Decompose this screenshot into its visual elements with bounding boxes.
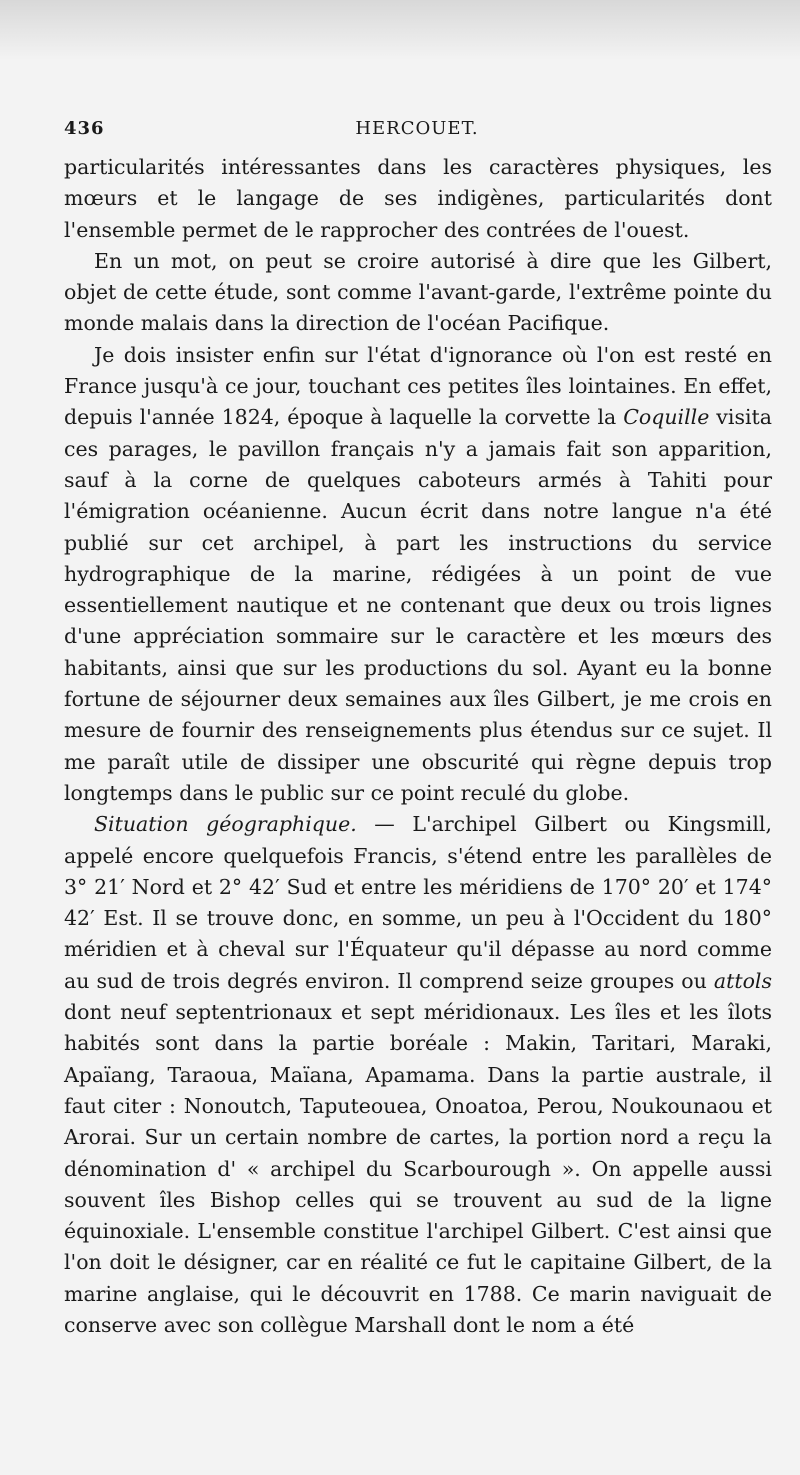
paragraph-4-text-b: dont neuf septentrionaux et sept méridionaux. Les îles et les îlots habités sont dans la partie boréale : Makin, Taritari, Maraki, Apaïang, Taraoua, Maïana, Apamama. Dans la partie australe, il faut citer : Nonoutch, Taputeouea, Onoatoa, Perou, Noukounaou et Arorai. Sur un certain nombre de cartes, la portion nord a reçu la dénomination d' « archipel du Scarbourough ». On appelle aussi souvent îles Bishop celles qui se trouvent au sud de la ligne équinoxiale. L'ensemble constitue l'archipel Gilbert. C'est ainsi que l'on doit le désigner, car en réalité ce fut le capitaine Gilbert, de la marine anglaise, qui le découvrit en 1788. Ce marin naviguait de conserve avec son collègue Marshall dont le nom a été — [64, 1000, 772, 1337]
page-number: 436 — [64, 118, 105, 139]
paragraph-4-italic: attols — [713, 968, 772, 993]
page-header — [64, 118, 770, 142]
body-text — [64, 152, 772, 1341]
paragraph-4-text-a: — L'archipel Gilbert ou Kingsmill, appelé encore quelquefois Francis, s'étend entre les parallèles de 3° 21′ Nord et 2° 42′ Sud et entre les méridiens de 170° 20′ et 174° 42′ Est. Il se trouve donc, en somme, un peu à l'Occident du 180° méridien et à cheval sur l'Équateur qu'il dépasse au nord comme au sud de trois degrés environ. Il comprend seize groupes ou — [64, 812, 772, 993]
paragraph-2 — [64, 246, 772, 340]
paragraph-2-text: En un mot, on peut se croire autorisé à dire que les Gilbert, objet de cette étude, sont comme l'avant-garde, l'extrême pointe du monde malais dans la direction de l'océan Pacifique. — [64, 248, 772, 336]
page-top-shading — [0, 0, 800, 60]
paragraph-1 — [64, 152, 772, 246]
section-heading: Situation géographique. — [94, 812, 357, 837]
running-title: HERCOUET. — [355, 118, 479, 139]
paragraph-3-text-a: Je dois insister enfin sur l'état d'ignorance où l'on est resté en France jusqu'à ce jour, touchant ces petites îles lointaines. En effet, depuis l'année 1824, époque à laquelle la corvette la — [64, 342, 772, 430]
paragraph-3-italic: Coquille — [623, 405, 710, 430]
paragraph-1-text: particularités intéressantes dans les caractères physiques, les mœurs et le langage de ses indigènes, particularités dont l'ensemble permet de le rapprocher des contrées de l'ouest. — [64, 155, 772, 242]
paragraph-3 — [64, 340, 772, 809]
paragraph-3-text-b: visita ces parages, le pavillon français n'y a jamais fait son apparition, sauf à la corne de quelques caboteurs armés à Tahiti pour l'émigration océanienne. Aucun écrit dans notre langue n'a été publié sur cet archipel, à part les instructions du service hydrographique de la marine, rédigées à un point de vue essentiellement nautique et ne contenant que deux ou trois lignes d'une appréciation sommaire sur le caractère et les mœurs des habitants, ainsi que sur les productions du sol. Ayant eu la bonne fortune de séjourner deux semaines aux îles Gilbert, je me crois en mesure de fournir des renseignements plus étendus sur ce sujet. Il me paraît utile de dissiper une obscurité qui règne depuis trop longtemps dans le public sur ce point reculé du globe. — [64, 405, 772, 805]
paragraph-4 — [64, 809, 772, 1341]
